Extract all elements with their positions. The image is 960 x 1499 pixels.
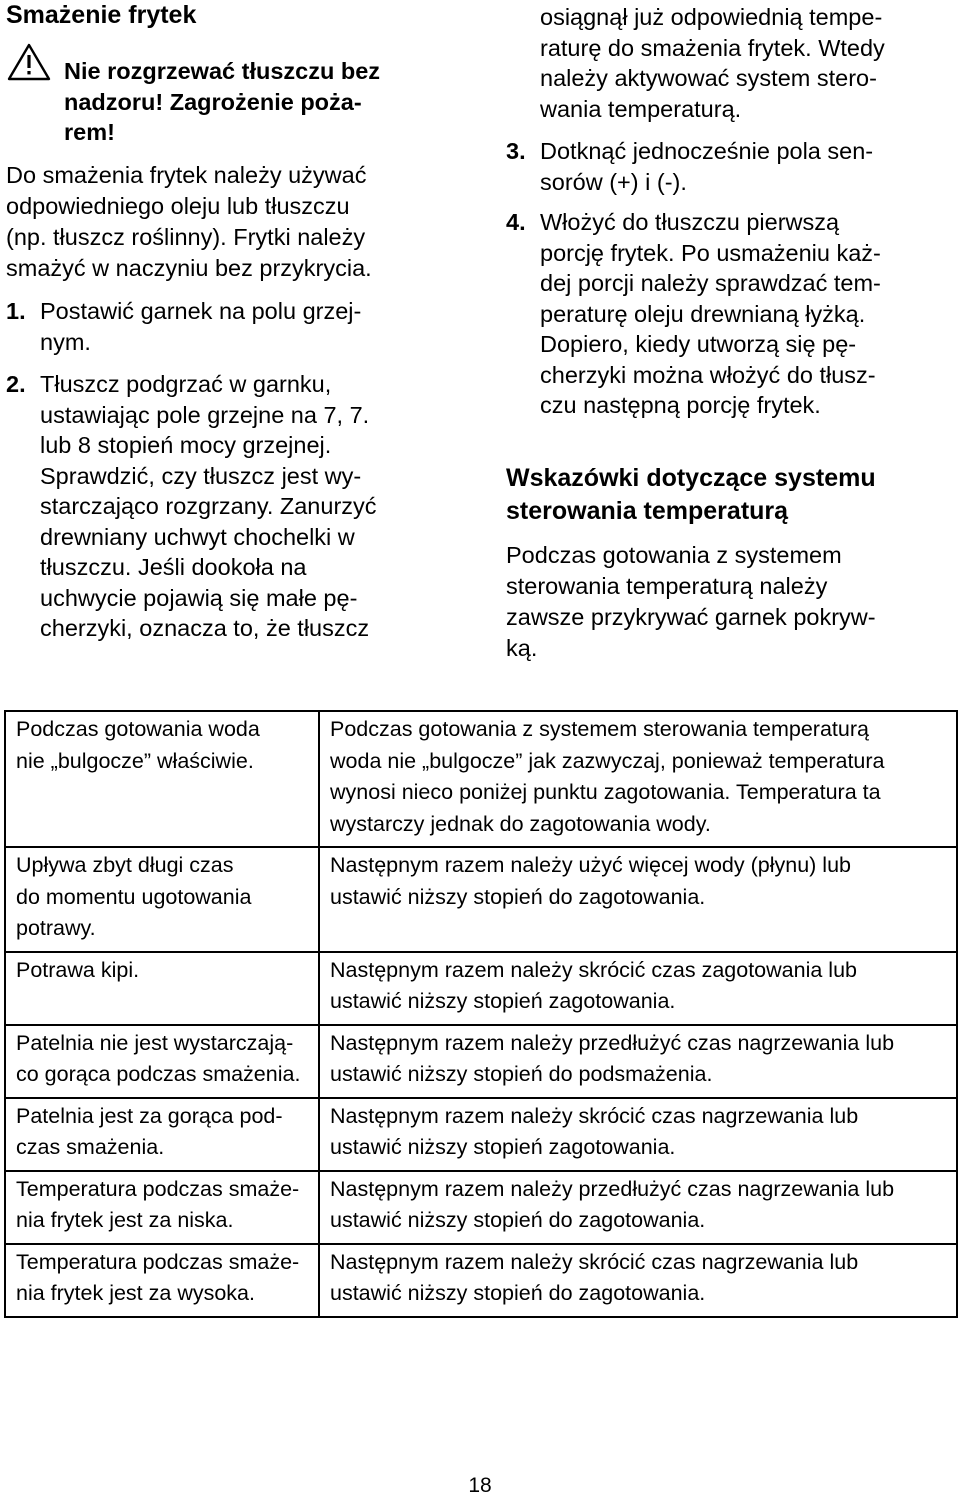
step-number: 4. <box>506 209 526 235</box>
solution-cell <box>319 1171 957 1244</box>
intro-line: (np. tłuszcz roślinny). Frytki należy <box>6 224 366 250</box>
problem-cell <box>5 847 319 952</box>
solution-line: ustawić niższy stopień do podsmażenia. <box>330 1062 713 1086</box>
solution-line: woda nie „bulgocze” jak zazwyczaj, ponieważ temperatura <box>330 748 885 773</box>
solution-cell <box>319 1244 957 1317</box>
warning-line: nadzoru! Zagrożenie poża- <box>64 88 362 115</box>
problem-line: Temperatura podczas smaże- <box>16 1176 300 1201</box>
step-line: Dotknąć jednocześnie pola sen- <box>540 138 874 164</box>
solution-line: Następnym razem należy skrócić czas nagrzewania lub <box>330 1249 859 1274</box>
warning-triangle-icon <box>6 42 52 82</box>
hints-line: sterowania temperaturą należy <box>506 573 828 599</box>
solution-line: ustawić niższy stopień zagotowania. <box>330 1135 676 1159</box>
continuation-line: wania temperaturą. <box>540 95 742 122</box>
table-row <box>5 1098 957 1171</box>
continuation-line: osiągnął już odpowiednią tempe- <box>540 4 883 30</box>
problem-line: Temperatura podczas smaże- <box>16 1249 300 1274</box>
solution-line: Następnym razem należy skrócić czas nagrzewania lub <box>330 1103 859 1128</box>
hints-line: ką. <box>506 635 538 661</box>
table-row <box>5 847 957 952</box>
problem-line: Potrawa kipi. <box>16 957 140 982</box>
intro-line: odpowiedniego oleju lub tłuszczu <box>6 193 350 219</box>
solution-cell <box>319 1098 957 1171</box>
solution-line: Następnym razem należy przedłużyć czas nagrzewania lub <box>330 1176 895 1201</box>
step-line: lub 8 stopień mocy grzejnej. <box>40 432 332 458</box>
step-line: porcję frytek. Po usmażeniu każ- <box>540 239 881 266</box>
step-line: drewniany uchwyt chochelki w <box>40 523 355 550</box>
intro-line: Do smażenia frytek należy używać <box>6 162 367 188</box>
warning-line: rem! <box>64 119 115 145</box>
solution-line: wystarczy jednak do zagotowania wody. <box>330 811 711 836</box>
step-text <box>540 207 934 421</box>
step-line: peraturę oleju drewnianą łyżką. <box>540 300 866 327</box>
step-line: cherzyki, oznacza to, że tłuszcz <box>40 615 370 641</box>
problem-cell <box>5 1025 319 1098</box>
problem-line: Podczas gotowania woda <box>16 717 260 741</box>
step-line: czu następną porcję frytek. <box>540 392 821 418</box>
solution-line: ustawić niższy stopień do zagotowania. <box>330 1208 706 1232</box>
hints-heading-line: sterowania temperaturą <box>506 497 789 525</box>
table-row <box>5 1244 957 1317</box>
solution-cell <box>319 711 957 847</box>
step-number: 1. <box>6 298 26 324</box>
hints-line: zawsze przykrywać garnek pokryw- <box>506 604 876 630</box>
table-row <box>5 711 957 847</box>
continuation-line: należy aktywować system stero- <box>540 65 877 91</box>
solution-line: Następnym razem należy użyć więcej wody (płynu) lub <box>330 853 851 877</box>
step-line: starczająco rozgrzany. Zanurzyć <box>40 493 377 519</box>
step-number: 2. <box>6 371 26 397</box>
step-text <box>40 369 434 644</box>
intro-paragraph <box>6 160 434 284</box>
step-text <box>40 296 434 357</box>
problem-line: Upływa zbyt długi czas <box>16 853 234 877</box>
step-line: Postawić garnek na polu grzej- <box>40 298 362 324</box>
solution-line: ustawić niższy stopień do zagotowania. <box>330 1281 706 1305</box>
step-line: Tłuszcz podgrzać w garnku, <box>40 371 332 397</box>
continuation-line: raturę do smażenia frytek. Wtedy <box>540 34 885 61</box>
hints-heading <box>506 462 934 528</box>
solution-cell <box>319 952 957 1025</box>
step-line: uchwycie pojawią się małe pę- <box>40 584 358 611</box>
table-row <box>5 1171 957 1244</box>
step-line: Sprawdzić, czy tłuszcz jest wy- <box>40 462 362 489</box>
steps-list <box>6 296 434 656</box>
step-item <box>6 296 434 357</box>
table-row <box>5 952 957 1025</box>
solution-cell <box>319 847 957 952</box>
solution-line: ustawić niższy stopień zagotowania. <box>330 989 676 1013</box>
steps-list-continued <box>506 136 934 431</box>
problem-cell <box>5 711 319 847</box>
step-line: Włożyć do tłuszczu pierwszą <box>540 209 840 235</box>
step-text <box>540 136 934 197</box>
problem-line: co gorąca podczas smażenia. <box>16 1062 301 1086</box>
solution-cell <box>319 1025 957 1098</box>
problem-line: nia frytek jest za niska. <box>16 1208 234 1232</box>
hints-line: Podczas gotowania z systemem <box>506 542 842 568</box>
step-line: nym. <box>40 328 91 355</box>
step-item <box>6 369 434 644</box>
hints-heading-line: Wskazówki dotyczące systemu <box>506 464 876 492</box>
step-line: dej porcji należy sprawdzać tem- <box>540 270 881 296</box>
solution-line: Następnym razem należy skrócić czas zagotowania lub <box>330 957 857 982</box>
intro-line: smażyć w naczyniu bez przykrycia. <box>6 255 372 281</box>
step-line: Dopiero, kiedy utworzą się pę- <box>540 331 857 357</box>
solution-line: ustawić niższy stopień do zagotowania. <box>330 884 706 909</box>
warning-line: Nie rozgrzewać tłuszczu bez <box>64 58 381 84</box>
step-continuation <box>540 2 934 124</box>
warning-text <box>64 56 436 148</box>
problem-cell <box>5 1244 319 1317</box>
problem-line: potrawy. <box>16 916 96 940</box>
solution-line: Następnym razem należy przedłużyć czas nagrzewania lub <box>330 1030 895 1055</box>
solution-line: Podczas gotowania z systemem sterowania temperaturą <box>330 717 869 741</box>
problem-line: Patelnia jest za gorąca pod- <box>16 1103 283 1128</box>
step-line: sorów (+) i (-). <box>540 168 687 195</box>
problem-line: czas smażenia. <box>16 1135 165 1159</box>
problem-line: Patelnia nie jest wystarczają- <box>16 1030 294 1055</box>
troubleshooting-table <box>4 710 958 1318</box>
problem-line: nia frytek jest za wysoka. <box>16 1281 255 1305</box>
problem-cell <box>5 1171 319 1244</box>
step-line: cherzyki można włożyć do tłusz- <box>540 361 876 388</box>
step-item <box>506 207 934 421</box>
problem-cell <box>5 1098 319 1171</box>
problem-cell <box>5 952 319 1025</box>
hints-paragraph <box>506 540 934 664</box>
step-item <box>506 136 934 197</box>
step-number: 3. <box>506 138 526 164</box>
step-line: tłuszczu. Jeśli dookoła na <box>40 554 307 580</box>
problem-line: nie „bulgocze” właściwie. <box>16 748 254 773</box>
table-row <box>5 1025 957 1098</box>
solution-line: wynosi nieco poniżej punktu zagotowania. Temperatura ta <box>330 780 881 804</box>
problem-line: do momentu ugotowania <box>16 884 252 909</box>
section-title: Smażenie frytek <box>6 1 197 29</box>
step-line: ustawiając pole grzejne na 7, 7. <box>40 401 370 428</box>
page-number: 18 <box>468 1474 492 1497</box>
